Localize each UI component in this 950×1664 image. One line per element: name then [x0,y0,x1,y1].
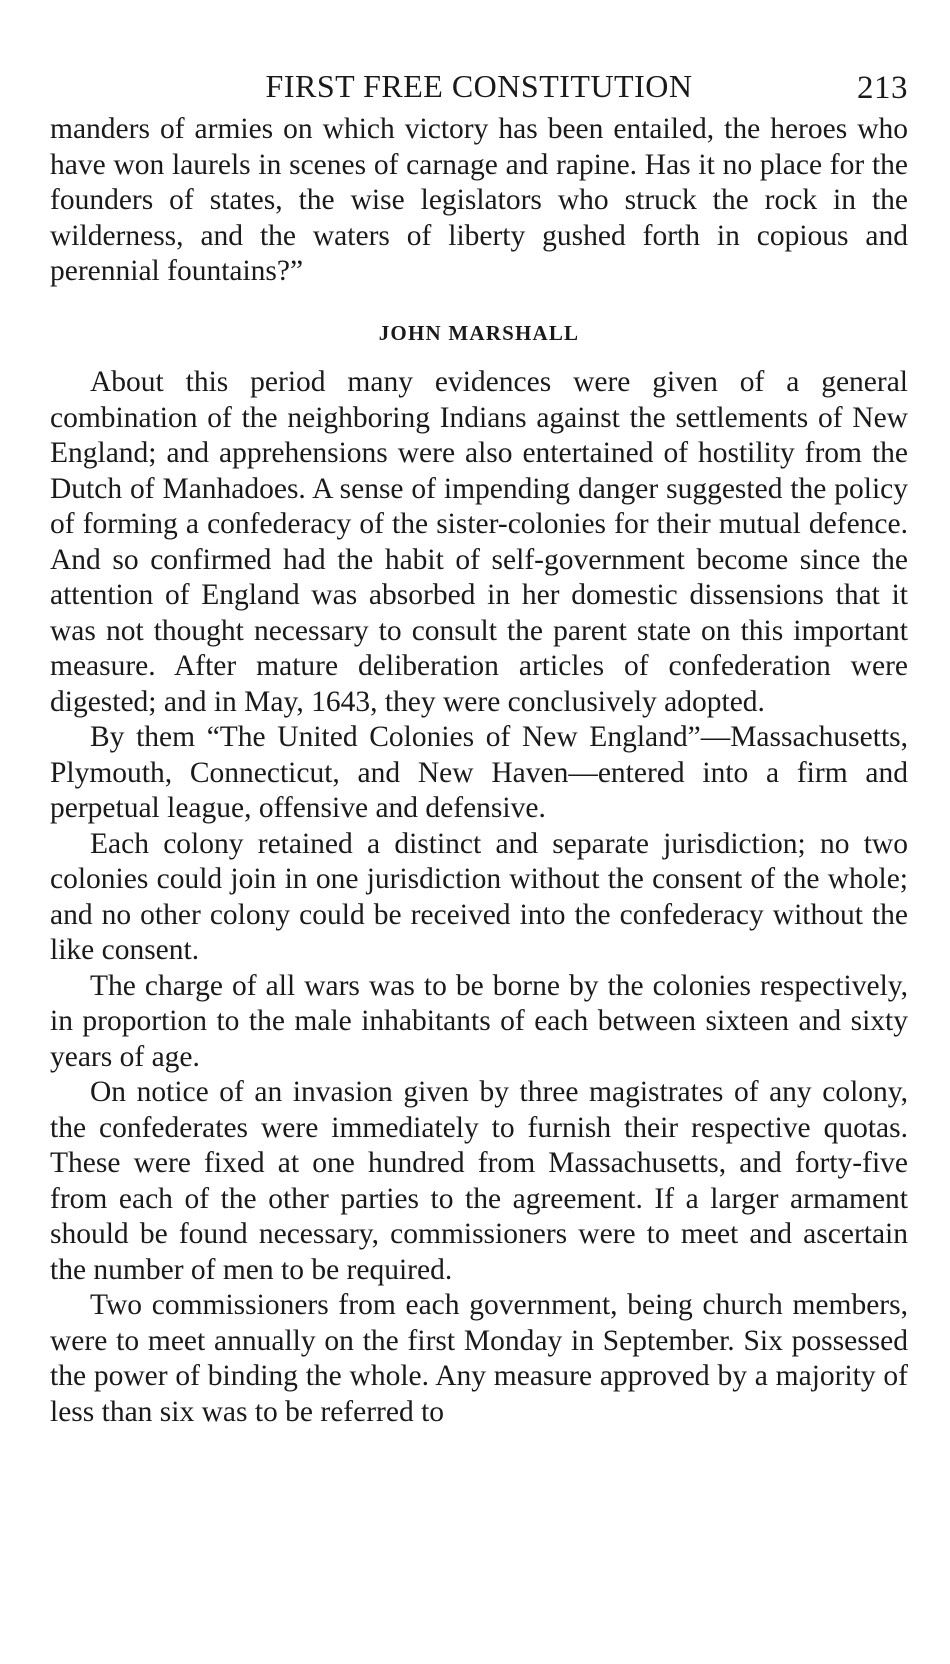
paragraph: About this period many evidences were given of a general combination of the neighboring Indians against the settlements of New England; and apprehensions were also entertained of hostility from the Dutch of Manhadoes. A sense of impending danger suggested the policy of forming a confederacy of the sister-colonies for their mutual defence. And so confirmed had the habit of self-government become since the attention of England was absorbed in her domestic dissensions that it was not thought necessary to consult the parent state on this important measure. After mature deliberation articles of confederation were digested; and in May, 1643, they were conclusively adopted. [50,366,908,718]
running-head [50,60,908,112]
paragraph: On notice of an invasion given by three magistrates of any colony, the confederates were immediately to furnish their respective quotas. These were fixed at one hundred from Massachusetts, and forty-five from each of the other parties to the agreement. If a larger armament should be found necessary, commissioners were to meet and ascertain the number of men to be required. [50,1076,908,1286]
section-heading: JOHN MARSHALL [378,320,580,345]
running-title: FIRST FREE CONSTITUTION [265,68,693,104]
opening-paragraph: manders of armies on which victory has been entailed, the heroes who have won laurels in scenes of carnage and rapine. Has it no place for the founders of states, the wise legislators who struck the rock in the wilderness, and the waters of liberty gushed forth in copious and perennial fountains?” [50,113,908,287]
paragraph: By them “The United Colonies of New England”—Massachusetts, Plymouth, Connecticut, and New Haven—entered into a firm and perpetual league, offensive and defensive. [50,721,908,824]
paragraph: The charge of all wars was to be borne by the colonies respectively, in proportion to the male inhabitants of each between sixteen and sixty years of age. [50,969,908,1073]
paragraph: Two commissioners from each government, being church members, were to meet annually on the first Monday in September. Six possessed the power of binding the whole. Any measure approved by a majority of less than six was to be referred to [50,1289,908,1428]
book-page [50,60,908,1430]
page-number: 213 [857,70,908,106]
paragraph: Each colony retained a distinct and separate jurisdiction; no two colonies could join in one jurisdiction without the consent of the whole; and no other colony could be received into the confederacy without the like consent. [50,827,908,966]
page-body [50,112,908,1430]
